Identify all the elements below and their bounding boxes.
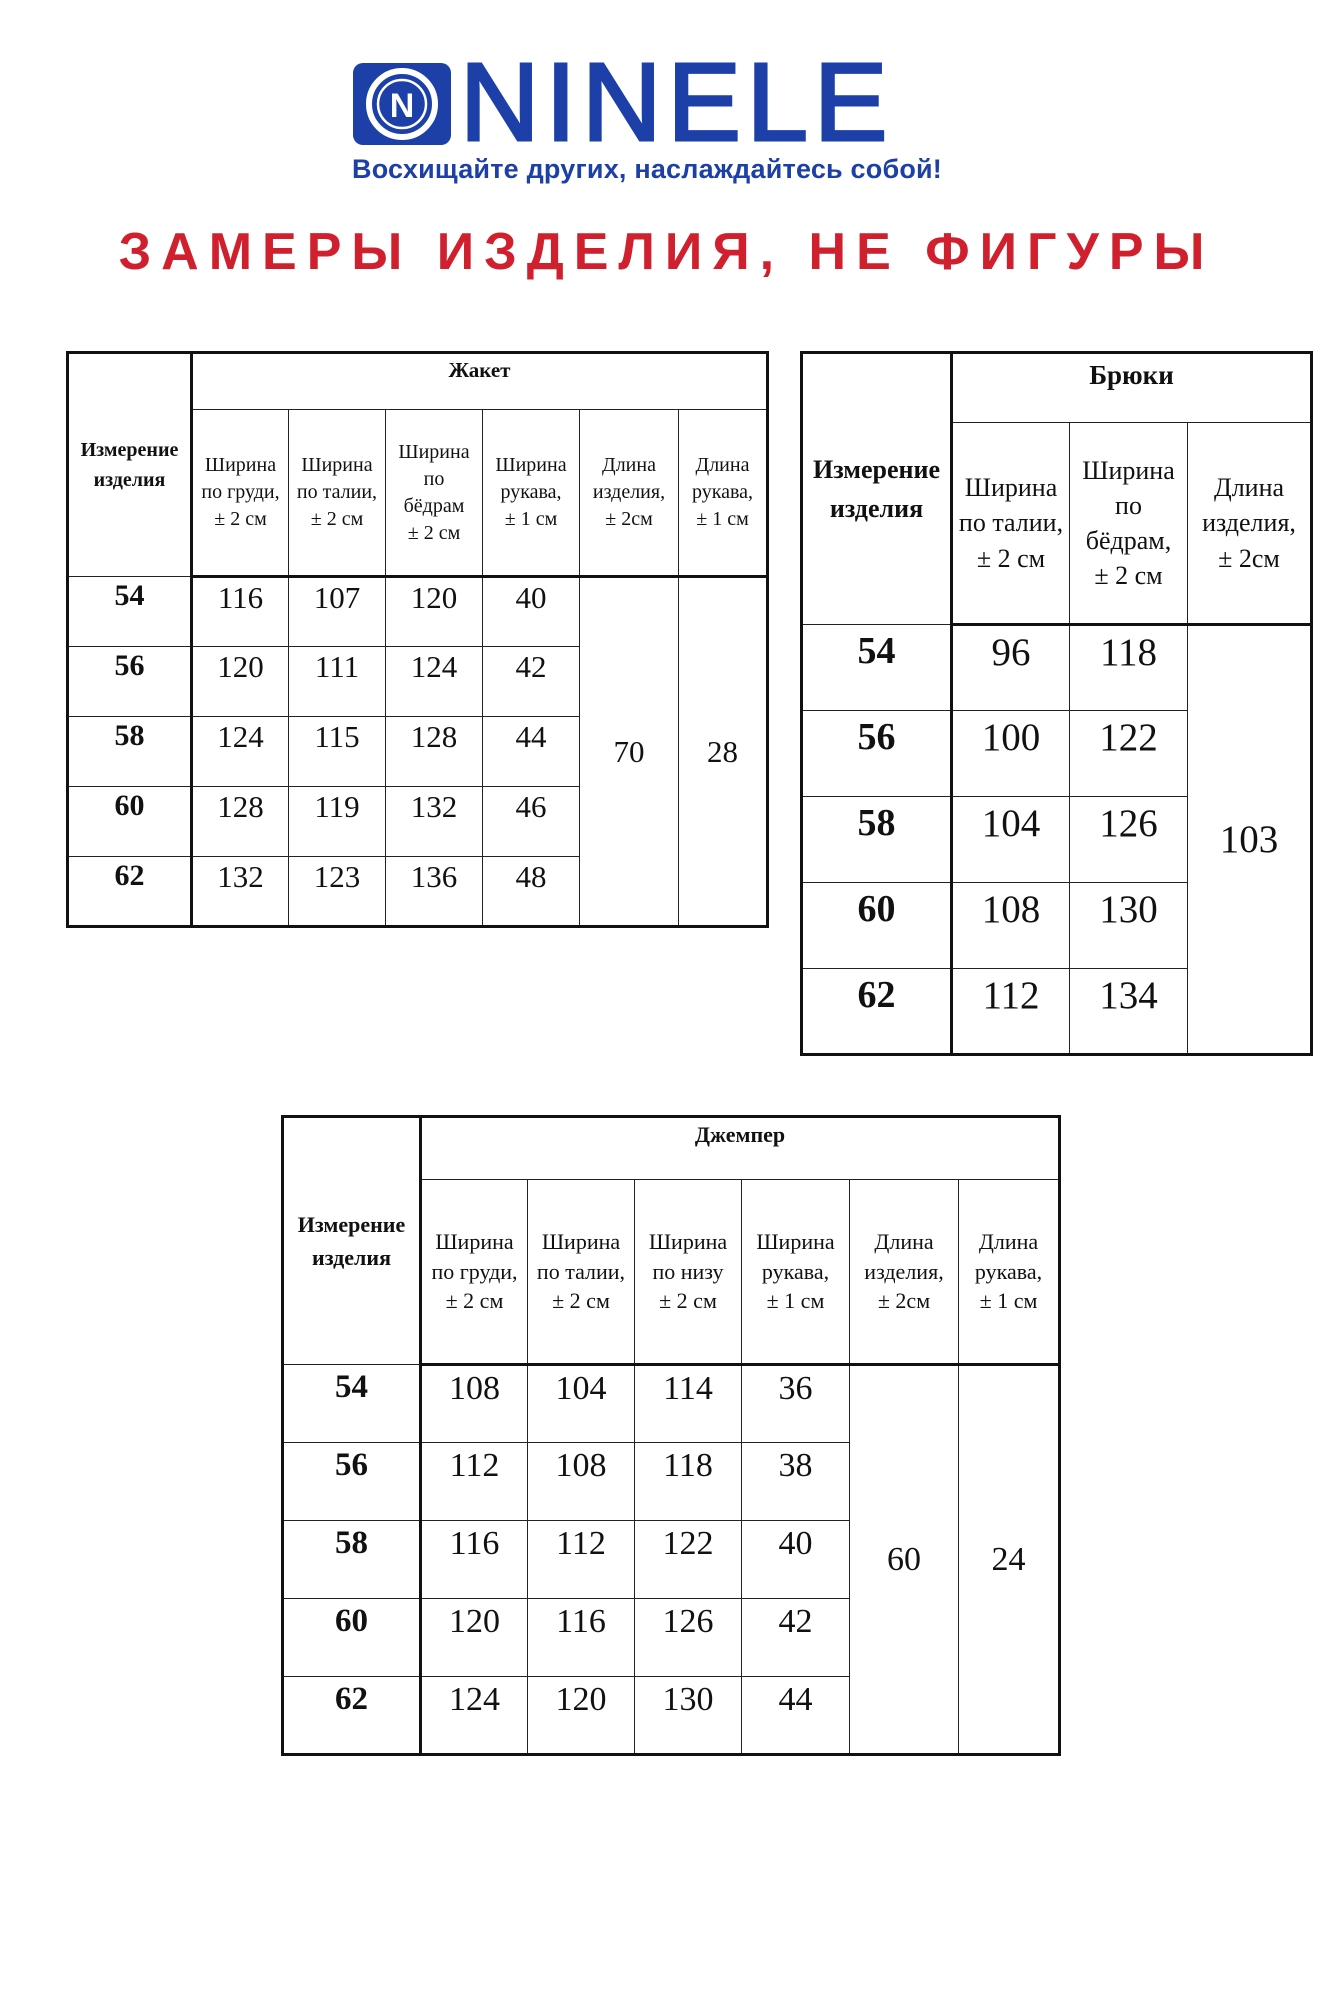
value-cell: 48 xyxy=(483,857,580,927)
value-cell: 132 xyxy=(386,787,483,857)
value-cell: 42 xyxy=(483,647,580,717)
column-header: Ширина по бёдрам ± 2 см xyxy=(386,410,483,577)
value-cell: 114 xyxy=(635,1365,742,1443)
column-header: Ширина по талии, ± 2 см xyxy=(289,410,386,577)
value-cell: 36 xyxy=(742,1365,850,1443)
jumper-size-table xyxy=(281,1115,1061,1756)
row-header: Измерение изделия xyxy=(68,353,192,577)
column-header: Длина рукава, ± 1 см xyxy=(679,410,768,577)
value-cell: 116 xyxy=(192,577,289,647)
value-cell: 128 xyxy=(192,787,289,857)
value-cell: 126 xyxy=(635,1599,742,1677)
value-cell: 44 xyxy=(742,1677,850,1755)
column-header: Ширина по талии, ± 2 см xyxy=(952,423,1070,625)
size-cell: 54 xyxy=(68,577,192,647)
value-cell: 112 xyxy=(421,1443,528,1521)
value-cell: 118 xyxy=(635,1443,742,1521)
value-cell: 96 xyxy=(952,625,1070,711)
size-cell: 58 xyxy=(283,1521,421,1599)
value-cell: 116 xyxy=(421,1521,528,1599)
value-cell: 124 xyxy=(192,717,289,787)
value-cell: 126 xyxy=(1070,797,1188,883)
size-cell: 60 xyxy=(802,883,952,969)
size-cell: 54 xyxy=(283,1365,421,1443)
size-cell: 60 xyxy=(68,787,192,857)
value-cell: 123 xyxy=(289,857,386,927)
value-cell: 124 xyxy=(421,1677,528,1755)
value-cell: 134 xyxy=(1070,969,1188,1055)
value-cell: 108 xyxy=(421,1365,528,1443)
jacket-size-table xyxy=(66,351,769,928)
logo-letter: N xyxy=(389,87,415,125)
value-cell: 40 xyxy=(742,1521,850,1599)
value-cell: 122 xyxy=(635,1521,742,1599)
merged-length-cell: 70 xyxy=(580,577,679,927)
brand-name: NINELE xyxy=(460,41,894,164)
value-cell: 124 xyxy=(386,647,483,717)
brand-tagline: Восхищайте других, наслаждайтесь собой! xyxy=(352,154,943,184)
merged-sleeve-cell: 28 xyxy=(679,577,768,927)
column-header: Ширина по талии, ± 2 см xyxy=(528,1180,635,1365)
value-cell: 115 xyxy=(289,717,386,787)
value-cell: 38 xyxy=(742,1443,850,1521)
value-cell: 111 xyxy=(289,647,386,717)
column-header: Длина рукава, ± 1 см xyxy=(959,1180,1060,1365)
value-cell: 120 xyxy=(386,577,483,647)
brand-logo xyxy=(352,41,992,192)
size-cell: 56 xyxy=(802,711,952,797)
value-cell: 42 xyxy=(742,1599,850,1677)
value-cell: 104 xyxy=(528,1365,635,1443)
value-cell: 108 xyxy=(528,1443,635,1521)
value-cell: 120 xyxy=(421,1599,528,1677)
size-cell: 56 xyxy=(68,647,192,717)
value-cell: 112 xyxy=(952,969,1070,1055)
value-cell: 119 xyxy=(289,787,386,857)
column-header: Ширина рукава, ± 1 см xyxy=(483,410,580,577)
table-title: Жакет xyxy=(192,353,768,410)
row-header: Измерение изделия xyxy=(283,1117,421,1365)
column-header: Ширина по бёдрам, ± 2 см xyxy=(1070,423,1188,625)
size-cell: 62 xyxy=(68,857,192,927)
column-header: Длина изделия, ± 2см xyxy=(1188,423,1312,625)
column-header: Ширина по низу ± 2 см xyxy=(635,1180,742,1365)
size-cell: 60 xyxy=(283,1599,421,1677)
merged-length-cell: 103 xyxy=(1188,625,1312,1055)
value-cell: 136 xyxy=(386,857,483,927)
row-header: Измерение изделия xyxy=(802,353,952,625)
column-header: Длина изделия, ± 2см xyxy=(850,1180,959,1365)
value-cell: 46 xyxy=(483,787,580,857)
value-cell: 44 xyxy=(483,717,580,787)
size-cell: 62 xyxy=(802,969,952,1055)
value-cell: 122 xyxy=(1070,711,1188,797)
logo-emblem-icon xyxy=(352,62,452,146)
merged-sleeve-cell: 24 xyxy=(959,1365,1060,1755)
column-header: Ширина по груди, ± 2 см xyxy=(421,1180,528,1365)
table-row xyxy=(68,577,768,647)
value-cell: 132 xyxy=(192,857,289,927)
value-cell: 118 xyxy=(1070,625,1188,711)
table-title: Джемпер xyxy=(421,1117,1060,1180)
size-cell: 54 xyxy=(802,625,952,711)
table-row xyxy=(283,1365,1060,1443)
value-cell: 108 xyxy=(952,883,1070,969)
value-cell: 116 xyxy=(528,1599,635,1677)
size-cell: 56 xyxy=(283,1443,421,1521)
table-row xyxy=(802,625,1312,711)
column-header: Длина изделия, ± 2см xyxy=(580,410,679,577)
value-cell: 130 xyxy=(1070,883,1188,969)
column-header: Ширина по груди, ± 2 см xyxy=(192,410,289,577)
size-cell: 58 xyxy=(802,797,952,883)
value-cell: 128 xyxy=(386,717,483,787)
column-header: Ширина рукава, ± 1 см xyxy=(742,1180,850,1365)
merged-length-cell: 60 xyxy=(850,1365,959,1755)
value-cell: 104 xyxy=(952,797,1070,883)
value-cell: 107 xyxy=(289,577,386,647)
size-cell: 62 xyxy=(283,1677,421,1755)
trousers-size-table xyxy=(800,351,1313,1056)
table-title: Брюки xyxy=(952,353,1312,423)
value-cell: 120 xyxy=(528,1677,635,1755)
value-cell: 130 xyxy=(635,1677,742,1755)
value-cell: 120 xyxy=(192,647,289,717)
page-title: ЗАМЕРЫ ИЗДЕЛИЯ, НЕ ФИГУРЫ xyxy=(118,223,1215,281)
value-cell: 100 xyxy=(952,711,1070,797)
size-cell: 58 xyxy=(68,717,192,787)
value-cell: 40 xyxy=(483,577,580,647)
value-cell: 112 xyxy=(528,1521,635,1599)
